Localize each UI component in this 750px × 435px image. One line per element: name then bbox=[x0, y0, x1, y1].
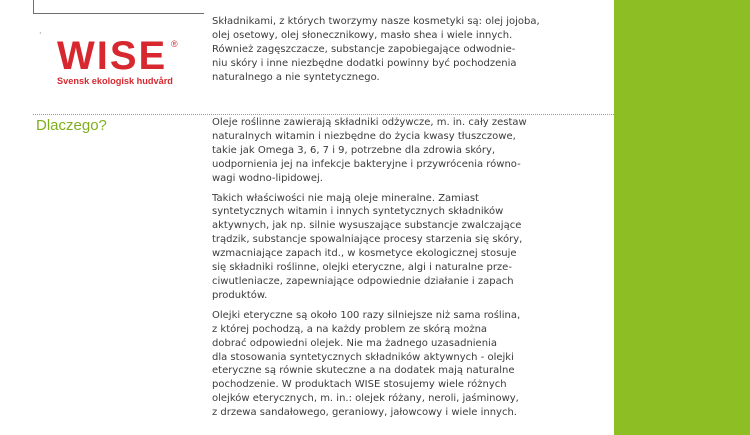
text-line: Oleje roślinne zawierają składniki odżywcze, m. in. cały zestaw bbox=[212, 117, 527, 128]
text-line: uodpornienia jej na infekcje bakteryjne i przywrócenia równo- bbox=[212, 158, 521, 170]
text-line: z drzewa sandałowego, geraniowy, jałowcowy i wiele innych. bbox=[212, 407, 517, 419]
section-divider bbox=[33, 114, 614, 115]
intro-line: niu skóry i inne niezbędne dodatki powinny być pochodzenia bbox=[212, 57, 517, 69]
green-side-panel bbox=[614, 0, 750, 435]
text-line: dobrać odpowiedni olejek. Nie ma żadnego uzasadnienia bbox=[212, 337, 497, 349]
text-line: Olejki eteryczne są około 100 razy silniejsze niż sama roślina, bbox=[212, 309, 521, 321]
text-line: wagi wodno-lipidowej. bbox=[212, 172, 323, 184]
logo-wordmark: WISE bbox=[57, 34, 168, 78]
text-line: syntetycznych witamin i innych syntetycznych składników bbox=[212, 206, 504, 218]
section-heading: Dlaczego? bbox=[36, 117, 107, 134]
corner-dot: · bbox=[39, 29, 42, 38]
text-line: wzmacniające zapach itd., w kosmetyce ekologicznej stosuje bbox=[212, 248, 517, 260]
intro-line: Również zagęszczacze, substancje zapobiegające odwodnie- bbox=[212, 43, 516, 55]
paragraph-mineral-oils bbox=[212, 192, 608, 303]
intro-line: Składnikami, z których tworzymy nasze kosmetyki są: olej jojoba, bbox=[212, 16, 540, 27]
text-line: pochodzenie. W produktach WISE stosujemy wiele różnych bbox=[212, 379, 507, 391]
text-line: takie jak Omega 3, 6, 7 i 9, potrzebne dla zdrowia skóry, bbox=[212, 144, 496, 156]
intro-paragraph bbox=[212, 15, 608, 85]
paragraph-essential-oils bbox=[212, 309, 608, 420]
text-line: ciwutleniacze, zapewniające odpowiednie działanie i zapach bbox=[212, 275, 514, 287]
text-line: aktywnych, jak np. silnie wysuszające substancje zwalczające bbox=[212, 220, 522, 232]
registered-mark: ® bbox=[171, 39, 178, 49]
text-line: produktów. bbox=[212, 289, 268, 301]
text-line: eteryczne są równie skuteczne a na dodatek mają naturalne bbox=[212, 365, 515, 377]
section-body bbox=[212, 116, 608, 426]
text-line: z której pochodzą, a na każdy problem ze skórą można bbox=[212, 323, 488, 335]
corner-line-horizontal bbox=[33, 13, 204, 14]
text-line: olejków eterycznych, m. in.: olejek różany, neroli, jaśminowy, bbox=[212, 393, 519, 405]
intro-line: olej osetowy, olej słonecznikowy, masło shea i wiele innych. bbox=[212, 29, 513, 41]
wise-logo bbox=[57, 36, 207, 86]
intro-line: naturalnego a nie syntetycznego. bbox=[212, 71, 380, 83]
logo-tagline: Svensk ekologisk hudvård bbox=[57, 76, 173, 86]
text-line: dla stosowania syntetycznych składników aktywnych - olejki bbox=[212, 351, 514, 363]
text-line: Takich właściwości nie mają oleje mineralne. Zamiast bbox=[212, 192, 479, 204]
text-line: naturalnych witamin i niezbędne do życia kwasy tłuszczowe, bbox=[212, 130, 516, 142]
paragraph-plant-oils bbox=[212, 116, 608, 186]
text-line: trądzik, substancje spowalniające procesy starzenia się skóry, bbox=[212, 234, 523, 246]
text-line: się składniki roślinne, olejki eteryczne, algi i naturalne prze- bbox=[212, 262, 512, 274]
corner-line-vertical bbox=[33, 0, 34, 14]
